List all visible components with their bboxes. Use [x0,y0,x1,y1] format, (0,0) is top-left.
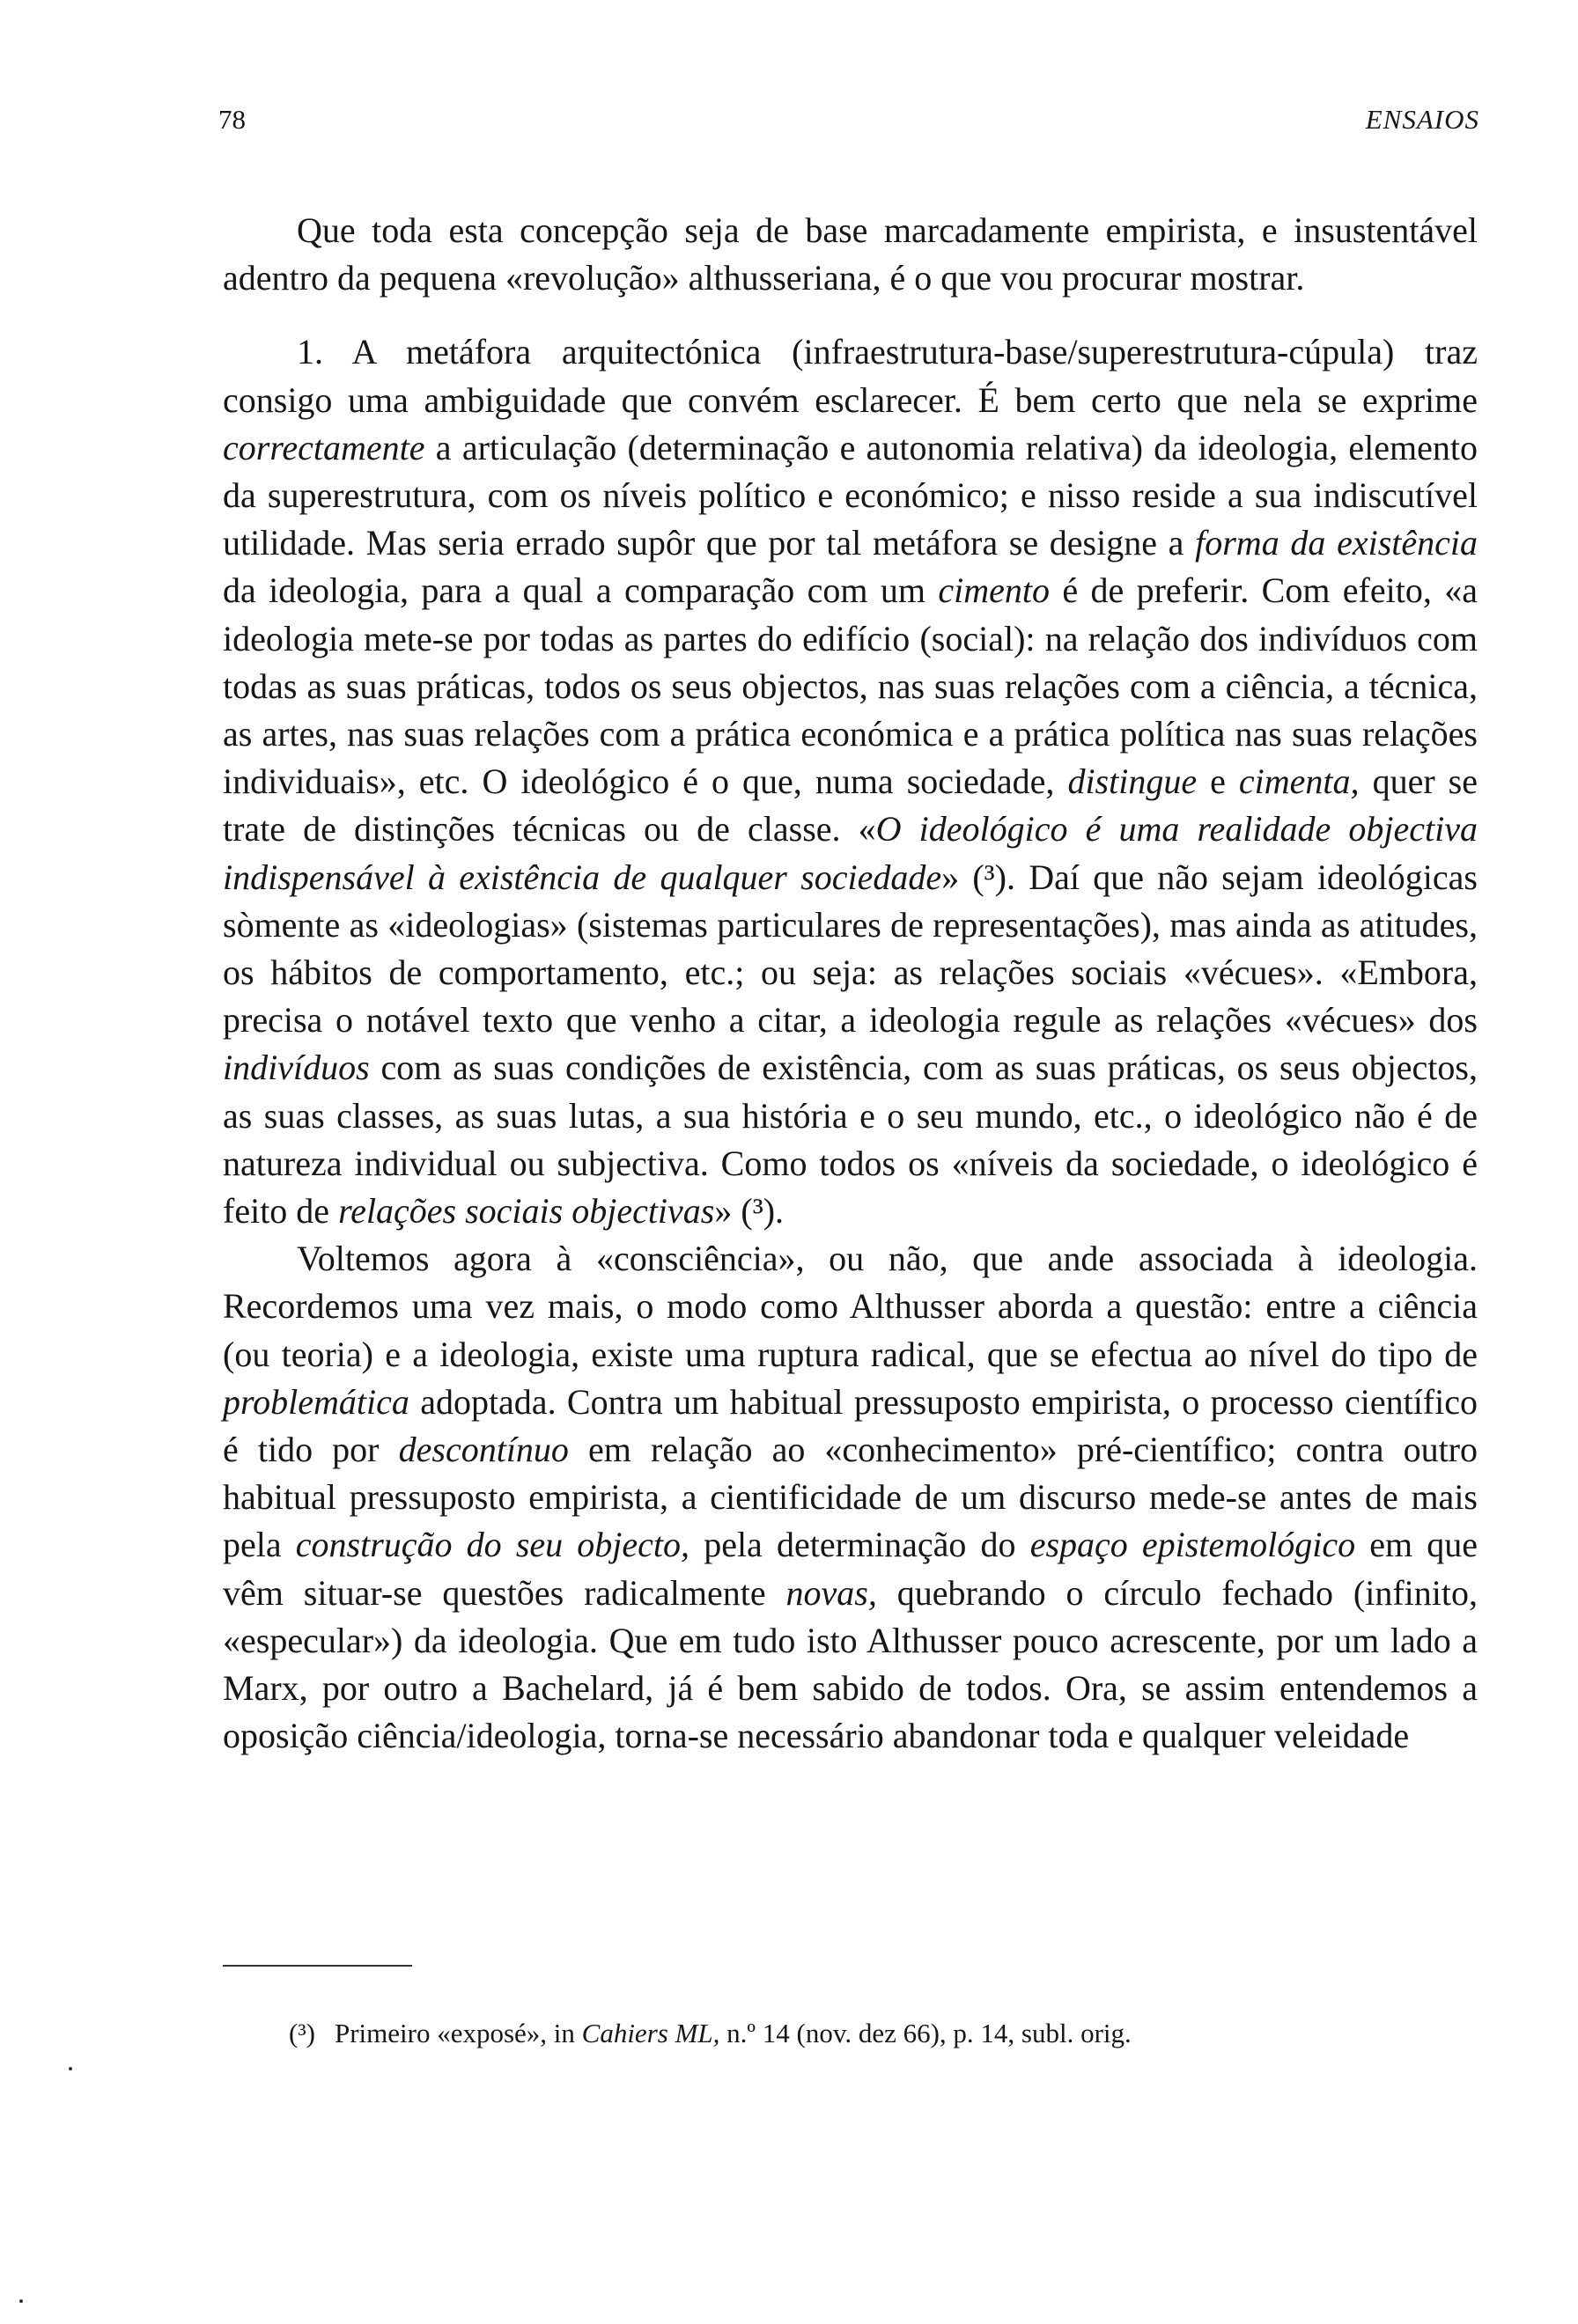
paragraph [223,1235,1478,1760]
text-segment: Que toda esta concepção seja de base marcadamente empirista, e insustentável adentro da pequena «revolução» althusseriana, é o que vou procurar mostrar. [223,210,1478,298]
italic-segment: indivíduos [223,1048,370,1088]
italic-segment: novas, [785,1572,877,1613]
body-text [223,207,1478,1761]
text-segment: adoptada. Contra um habitual pressuposto empirista, o processo científico é tido por [223,1381,1478,1470]
italic-segment: Cahiers ML, [581,2018,720,2048]
italic-segment: descontínuo [398,1430,569,1470]
italic-segment: O ideológico é uma realidade objectiva indispensável à existência de qualquer sociedade [223,809,1478,897]
text-segment: » (³). Daí que não sejam ideológicas sòmente as «ideologias» (sistemas particulares de representações), mas ainda as atitudes, os hábitos de comportamento, etc.; ou seja: as relações sociais «vécues». «Embora, precisa o notável texto que venho a citar, a ideologia regule as relações «vécues» dos [223,857,1478,1041]
text-segment: Primeiro «exposé», in [334,2018,582,2048]
text-segment: quebrando o círculo fechado (infinito, «especular») da ideologia. Que em tudo isto Althusser pouco acrescente, por um lado a Marx, por outro a Bachelard, já é bem sabido de todos. Ora, se assim entendemos a oposição ciência/ideologia, torna-se necessário abandonar toda e qualquer veleidade [223,1572,1478,1756]
page-number: 78 [218,104,246,135]
text-segment: em relação ao «conhecimento» pré-científico; contra outro habitual pressuposto empirista, a cientificidade de um discurso mede-se antes de mais pela [223,1430,1478,1565]
paragraph [223,207,1478,302]
text-segment: n.º 14 (nov. dez 66), p. 14, subl. orig. [719,2018,1132,2048]
italic-segment: distingue [1067,761,1198,802]
running-head: ENSAIOS [1365,104,1479,135]
text-segment: da ideologia, para a qual a comparação com um [223,570,939,611]
text-segment: em que vêm situar-se questões radicalmente [223,1525,1478,1613]
text-segment: e [1197,761,1239,802]
italic-segment: cimenta, [1238,761,1360,802]
paragraph [223,328,1478,1235]
text-segment: pela determinação do [689,1525,1030,1565]
italic-segment: problemática [223,1381,409,1422]
text-segment: quer se trate de distinções técnicas ou de classe. « [223,761,1478,849]
italic-segment: construção do seu objecto, [295,1525,690,1565]
text-segment: » (³). [714,1191,785,1232]
italic-segment: correctamente [223,427,425,467]
text-segment: com as suas condições de existência, com as suas práticas, os seus objectos, as suas classes, as suas lutas, a sua história e o seu mundo, etc., o ideológico não é de natureza individual ou subjectiva. Como todos os «níveis da sociedade, o ideológico é feito de [223,1048,1478,1232]
text-segment: é de preferir. Com efeito, «a ideologia mete-se por todas as partes do edifício (social): na relação dos indivíduos com todas as suas práticas, todos os seus objectos, nas suas relações com a ciência, a técnica, as artes, nas suas relações com a prática económica e a prática política nas suas relações individuais», etc. O ideológico é o que, numa sociedade, [223,570,1478,802]
text-segment: a articulação (determinação e autonomia relativa) da ideologia, elemento da superestrutura, com os níveis político e económico; e nisso reside a sua indiscutível utilidade. Mas seria errado supôr que por tal metáfora se designe a [223,427,1478,563]
page-header [218,104,1479,157]
footnote-rule [223,1965,412,1967]
text-segment: 1. A metáfora arquitectónica (infraestrutura-base/superestrutura-cúpula) traz consigo uma ambiguidade que convém esclarecer. É bem certo que nela se exprime [223,332,1478,420]
italic-segment: forma da existência [1195,523,1478,563]
text-segment: Voltemos agora à «consciência», ou não, que ande associada à ideologia. Recordemos uma vez mais, o modo como Althusser aborda a questão: entre a ciência (ou teoria) e a ideologia, existe uma ruptura radical, que se efectua ao nível do tipo de [223,1239,1478,1374]
italic-segment: relações sociais objectivas [338,1191,715,1232]
footnote [289,2016,1478,2051]
footnote-text [335,2018,1132,2048]
footnote-mark: (³) [289,2018,315,2048]
scan-speck [69,2067,72,2070]
scan-speck [19,2299,23,2303]
italic-segment: espaço epistemológico [1029,1525,1356,1565]
italic-segment: cimento [938,570,1050,611]
